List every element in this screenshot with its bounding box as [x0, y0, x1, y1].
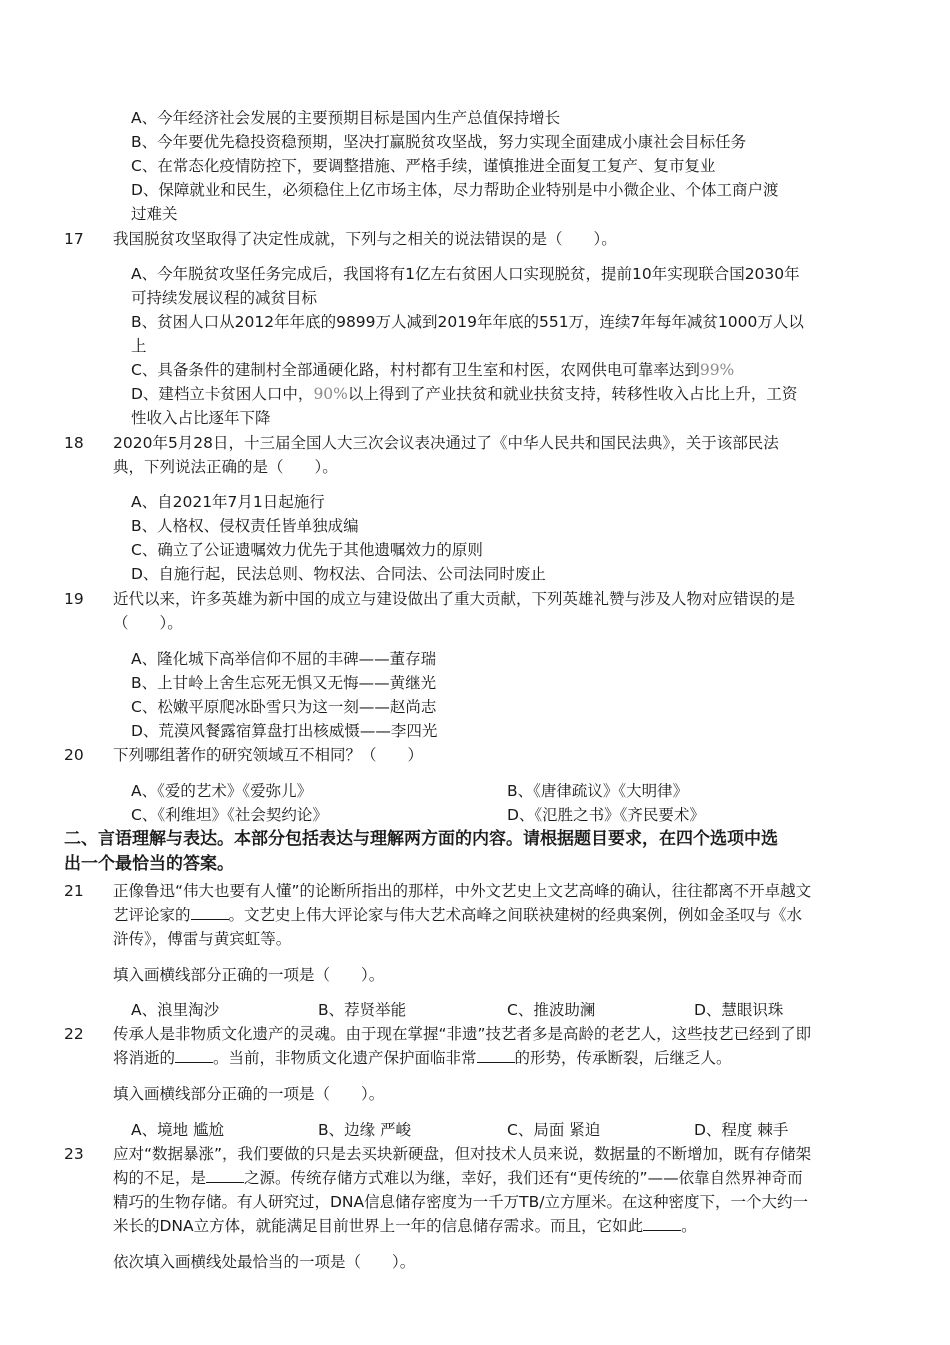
q16-option-d-cont: 过难关	[131, 205, 178, 223]
q23-stem-line2	[113, 1167, 803, 1189]
q17-option-c	[131, 359, 734, 381]
q22-stem-line1: 传承人是非物质文化遗产的灵魂。由于现在掌握“非遗”技艺者多是高龄的老艺人，这些技艺已经到了即	[113, 1025, 812, 1043]
q21-stem-line2-post: 。文艺史上伟大评论家与伟大艺术高峰之间联袂建树的经典案例，例如金圣叹与《水	[228, 906, 803, 924]
q17-option-c-percent: 99%	[699, 361, 735, 379]
q22-stem-part-a: 将消逝的	[113, 1049, 176, 1067]
q22-prompt: 填入画横线部分正确的一项是（ ）。	[113, 1085, 385, 1103]
q18-option-d: D、自施行起，民法总则、物权法、合同法、公司法同时废止	[131, 565, 546, 583]
q23-stem-line3: 精巧的生物存储。有人研究过，DNA信息储存密度为一千万TB/立方厘米。在这种密度下，一个大约一	[113, 1193, 808, 1211]
fill-blank	[175, 1048, 213, 1063]
q22-option-a: A、境地 尴尬	[131, 1121, 225, 1139]
question-number-23: 23	[64, 1145, 84, 1163]
q22-stem-part-c: 的形势，传承断裂，后继乏人。	[514, 1049, 732, 1067]
q19-stem-line1: 近代以来，许多英雄为新中国的成立与建设做出了重大贡献，下列英雄礼赞与涉及人物对应错误的是	[113, 590, 796, 608]
q20-option-b: B、《唐律疏议》《大明律》	[507, 782, 689, 800]
fill-blank	[477, 1048, 515, 1063]
q19-stem-line2: （ ）。	[113, 614, 183, 632]
q18-stem-line2: 典，下列说法正确的是（ ）。	[113, 458, 338, 476]
q21-option-a: A、浪里淘沙	[131, 1001, 220, 1019]
q22-option-c: C、局面 紧迫	[507, 1121, 601, 1139]
q17-option-d-percent: 90%	[313, 385, 348, 403]
q21-option-b: B、荐贤举能	[318, 1001, 407, 1019]
fill-blank	[191, 905, 229, 920]
q22-option-d: D、程度 棘手	[694, 1121, 789, 1139]
q21-stem-line3: 浒传》，傅雷与黄宾虹等。	[113, 930, 292, 948]
q21-stem-line2-pre: 艺评论家的	[113, 906, 191, 924]
q17-option-a: A、今年脱贫攻坚任务完成后，我国将有1亿左右贫困人口实现脱贫，提前10年实现联合国2030年	[131, 265, 800, 283]
q23-stem-part-b: 之源。传统存储方式难以为继，幸好，我们还有“更传统的”——依靠自然界神奇而	[244, 1169, 803, 1187]
q22-option-b: B、边缘 严峻	[318, 1121, 412, 1139]
q23-stem-line4	[113, 1215, 697, 1237]
fill-blank	[206, 1168, 244, 1183]
q18-stem-line1: 2020年5月28日，十三届全国人大三次会议表决通过了《中华人民共和国民法典》，关于该部民法	[113, 434, 779, 452]
q23-prompt: 依次填入画横线处最恰当的一项是（ ）。	[113, 1253, 416, 1271]
q18-option-a: A、自2021年7月1日起施行	[131, 493, 325, 511]
question-number-22: 22	[64, 1025, 84, 1043]
question-number-18: 18	[64, 434, 84, 452]
q21-option-c: C、推波助澜	[507, 1001, 596, 1019]
q19-option-c: C、松嫩平原爬冰卧雪只为这一刻——赵尚志	[131, 698, 437, 716]
fill-blank	[643, 1216, 681, 1231]
q22-stem-part-b: 。当前，非物质文化遗产保护面临非常	[213, 1049, 477, 1067]
q18-option-c: C、确立了公证遗嘱效力优先于其他遗嘱效力的原则	[131, 541, 483, 559]
q20-option-c: C、《利维坦》《社会契约论》	[131, 806, 328, 824]
q16-option-b: B、今年要优先稳投资稳预期，坚决打赢脱贫攻坚战，努力实现全面建成小康社会目标任务	[131, 133, 747, 151]
q16-option-d: D、保障就业和民生，必须稳住上亿市场主体，尽力帮助企业特别是中小微企业、个体工商户渡	[131, 181, 779, 199]
q17-option-d-pre: D、建档立卡贫困人口中，	[131, 385, 314, 403]
q20-stem: 下列哪组著作的研究领域互不相同？（ ）	[113, 746, 424, 764]
section-heading-line1: 二、言语理解与表达。本部分包括表达与理解两方面的内容。请根据题目要求，在四个选项中选	[64, 829, 778, 849]
q17-option-d	[131, 383, 797, 405]
question-number-21: 21	[64, 882, 84, 900]
q17-option-a-cont: 可持续发展议程的减贫目标	[131, 289, 318, 307]
q22-stem-line2	[113, 1047, 732, 1069]
q23-stem-line1: 应对“数据暴涨”，我们要做的只是去买块新硬盘，但对技术人员来说，数据量的不断增加，既有存储架	[113, 1145, 812, 1163]
q23-stem-part-c: 米长的DNA立方体，就能满足目前世界上一年的信息储存需求。而且，它如此	[113, 1217, 644, 1235]
q17-option-b-cont: 上	[131, 337, 147, 355]
question-number-19: 19	[64, 590, 84, 608]
q19-option-d: D、荒漠风餐露宿算盘打出核威慑——李四光	[131, 722, 438, 740]
q19-option-a: A、隆化城下高举信仰不屈的丰碑——董存瑞	[131, 650, 437, 668]
q17-option-d-post: 以上得到了产业扶贫和就业扶贫支持，转移性收入占比上升，工资	[347, 385, 798, 403]
q18-option-b: B、人格权、侵权责任皆单独成编	[131, 517, 359, 535]
q17-option-b: B、贫困人口从2012年年底的9899万人减到2019年年底的551万，连续7年每年减贫1000万人以	[131, 313, 804, 331]
q20-option-d: D、《氾胜之书》《齐民要术》	[507, 806, 705, 824]
q19-option-b: B、上甘岭上舍生忘死无惧又无悔——黄继光	[131, 674, 437, 692]
q17-stem: 我国脱贫攻坚取得了决定性成就，下列与之相关的说法错误的是（ ）。	[113, 230, 617, 248]
question-number-17: 17	[64, 230, 84, 248]
q16-option-c: C、在常态化疫情防控下，要调整措施、严格手续，谨慎推进全面复工复产、复市复业	[131, 157, 716, 175]
q21-option-d: D、慧眼识珠	[694, 1001, 784, 1019]
q21-prompt: 填入画横线部分正确的一项是（ ）。	[113, 966, 385, 984]
q21-stem-line1: 正像鲁迅“伟大也要有人懂”的论断所指出的那样，中外文艺史上文艺高峰的确认，往往都离不开卓越文	[113, 882, 812, 900]
question-number-20: 20	[64, 746, 84, 764]
q17-option-c-text: C、具备条件的建制村全部通硬化路，村村都有卫生室和村医，农网供电可靠率达到	[131, 361, 700, 379]
q20-option-a: A、《爱的艺术》《爱弥儿》	[131, 782, 313, 800]
q16-option-a: A、今年经济社会发展的主要预期目标是国内生产总值保持增长	[131, 109, 561, 127]
q23-stem-part-d: 。	[681, 1217, 697, 1235]
q21-stem-line2	[113, 904, 802, 926]
q23-stem-part-a: 构的不足，是	[113, 1169, 207, 1187]
q17-option-d-cont: 性收入占比逐年下降	[131, 409, 271, 427]
section-heading-line2: 出一个最恰当的答案。	[64, 854, 234, 874]
